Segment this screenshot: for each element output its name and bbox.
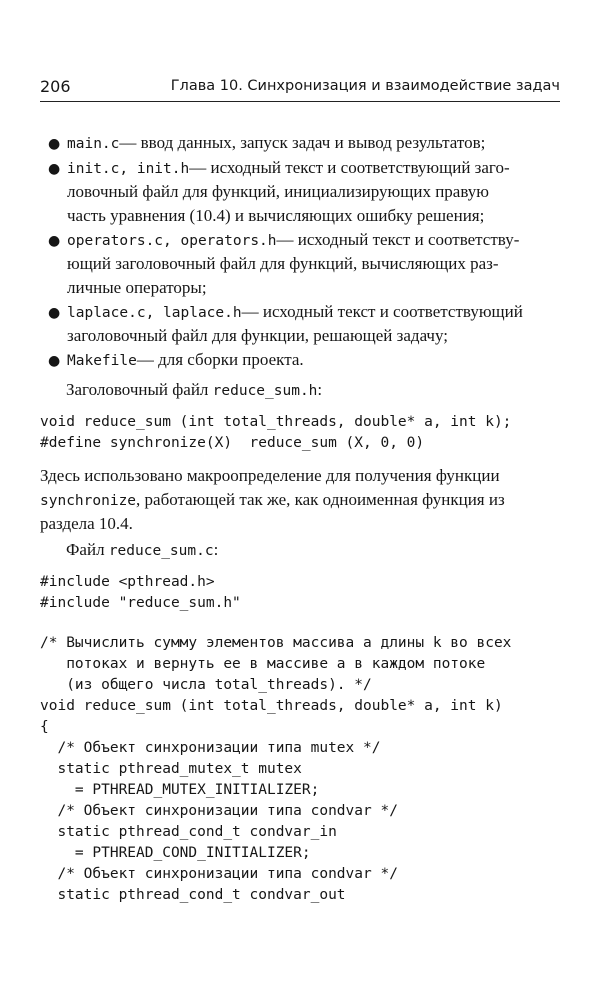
- paragraph-line: раздела 10.4.: [40, 514, 133, 533]
- running-header: [40, 77, 560, 99]
- bullet-icon: ●: [48, 136, 61, 152]
- page-number: 206: [40, 77, 71, 96]
- bullet-icon: ●: [48, 353, 61, 369]
- bullet-icon: ●: [48, 161, 61, 177]
- bullet-icon: ●: [48, 305, 61, 321]
- paragraph-line: Здесь использовано макроопределение для получения функции: [40, 466, 500, 485]
- code-line: /* Объект синхронизации типа condvar */: [40, 803, 398, 819]
- code-line: = PTHREAD_COND_INITIALIZER;: [40, 845, 311, 861]
- list-item-line: заголовочный файл для функции, решающей задачу;: [67, 326, 448, 345]
- code-line: #include "reduce_sum.h": [40, 595, 241, 611]
- paragraph-line: synchronize, работающей так же, как одноименная функция из: [40, 490, 505, 509]
- header-file-intro: Заголовочный файл reduce_sum.h:: [66, 380, 323, 399]
- code-line: /* Вычислить сумму элементов массива a длины k во всех: [40, 635, 512, 651]
- code-line: потоках и вернуть ее в массиве a в каждом потоке: [40, 656, 486, 672]
- code-line: {: [40, 719, 49, 735]
- code-line: #include <pthread.h>: [40, 574, 215, 590]
- code-line: static pthread_mutex_t mutex: [40, 761, 302, 777]
- code-line: static pthread_cond_t condvar_in: [40, 824, 337, 840]
- code-line: void reduce_sum (int total_threads, double* a, int k);: [40, 414, 512, 430]
- list-item: init.c, init.h— исходный текст и соответствующий заго-: [67, 158, 510, 177]
- list-item-line: ющий заголовочный файл для функций, вычисляющих раз-: [67, 254, 499, 273]
- list-item-line: личные операторы;: [67, 278, 207, 297]
- chapter-title: Глава 10. Синхронизация и взаимодействие задач: [170, 78, 560, 94]
- code-line: /* Объект синхронизации типа mutex */: [40, 740, 381, 756]
- bullet-icon: ●: [48, 233, 61, 249]
- code-line: void reduce_sum (int total_threads, double* a, int k): [40, 698, 503, 714]
- code-line: /* Объект синхронизации типа condvar */: [40, 866, 398, 882]
- header-rule: [40, 101, 560, 102]
- list-item-line: часть уравнения (10.4) и вычисляющих ошибку решения;: [67, 206, 485, 225]
- list-item: main.c— ввод данных, запуск задач и вывод результатов;: [67, 133, 486, 152]
- list-item: laplace.c, laplace.h— исходный текст и соответствующий: [67, 302, 523, 321]
- code-line: #define synchronize(X) reduce_sum (X, 0, 0): [40, 435, 425, 451]
- code-line: static pthread_cond_t condvar_out: [40, 887, 346, 903]
- code-line: (из общего числа total_threads). */: [40, 677, 372, 693]
- list-item-line: ловочный файл для функций, инициализирующих правую: [67, 182, 489, 201]
- list-item: operators.c, operators.h— исходный текст и соответству-: [67, 230, 520, 249]
- source-file-intro: Файл reduce_sum.c:: [66, 540, 219, 559]
- code-line: = PTHREAD_MUTEX_INITIALIZER;: [40, 782, 320, 798]
- list-item: Makefile— для сборки проекта.: [67, 350, 304, 369]
